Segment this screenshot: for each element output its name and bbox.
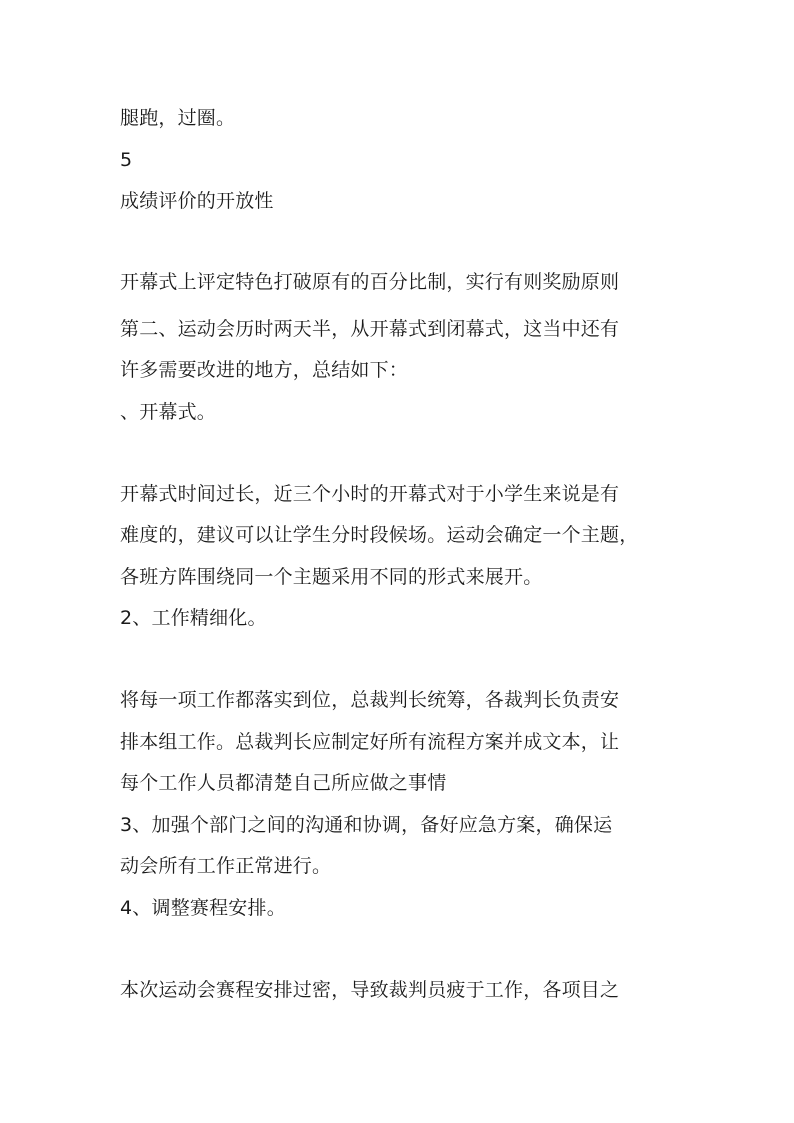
text-line: 难度的，建议可以让学生分时段候场。运动会确定一个主题， xyxy=(120,524,639,546)
text-line: 3、加强个部门之间的沟通和协调，备好应急方案，确保运 xyxy=(120,814,613,836)
text-line: 开幕式时间过长，近三个小时的开幕式对于小学生来说是有 xyxy=(120,483,620,505)
text-line: 开幕式上评定特色打破原有的百分比制，实行有则奖励原则 xyxy=(120,271,620,293)
text-line: 5 xyxy=(120,149,133,171)
text-line: 4、调整赛程安排。 xyxy=(120,897,286,919)
text-line: 每个工作人员都清楚自己所应做之事情 xyxy=(120,772,447,794)
text-line: 第二、运动会历时两天半，从开幕式到闭幕式，这当中还有 xyxy=(120,318,620,340)
text-line: 成绩评价的开放性 xyxy=(120,190,274,212)
text-line: 动会所有工作正常进行。 xyxy=(120,855,332,877)
text-line: 2、工作精细化。 xyxy=(120,607,267,629)
text-line: 本次运动会赛程安排过密，导致裁判员疲于工作，各项目之 xyxy=(120,979,620,1001)
text-line: 、开幕式。 xyxy=(120,401,217,423)
text-line: 许多需要改进的地方，总结如下： xyxy=(120,359,409,381)
text-line: 各班方阵围绕同一个主题采用不同的形式来展开。 xyxy=(120,566,543,588)
text-line: 腿跑，过圈。 xyxy=(120,107,236,129)
text-line: 将每一项工作都落实到位，总裁判长统筹，各裁判长负责安 xyxy=(120,689,620,711)
text-line: 排本组工作。总裁判长应制定好所有流程方案并成文本，让 xyxy=(120,731,620,753)
